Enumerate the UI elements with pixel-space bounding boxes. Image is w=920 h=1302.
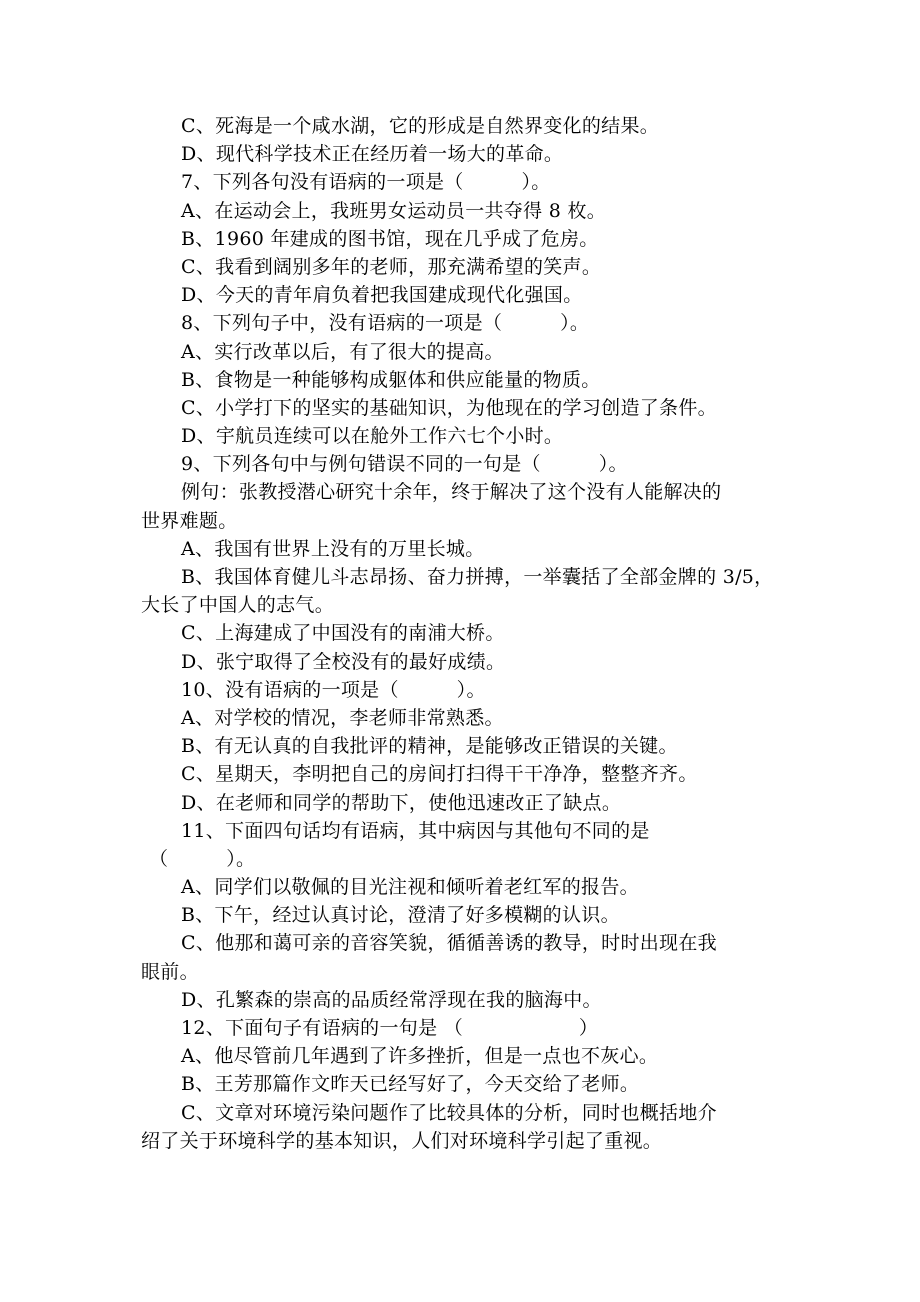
text-line: D、在老师和同学的帮助下，使他迅速改正了缺点。 [181, 791, 622, 814]
text-line: B、有无认真的自我批评的精神，是能够改正错误的关键。 [181, 735, 678, 758]
text-line: 8、下列句子中，没有语病的一项是（ ）。 [181, 312, 590, 335]
text-line: D、今天的青年肩负着把我国建成现代化强国。 [181, 284, 583, 307]
text-line: A、同学们以敬佩的目光注视和倾听着老红军的报告。 [181, 876, 639, 899]
text-line: 眼前。 [141, 960, 199, 983]
text-line: 10、没有语病的一项是（ ）。 [181, 678, 486, 701]
text-line: D、孔繁森的崇高的品质经常浮现在我的脑海中。 [181, 988, 602, 1011]
text-line: C、星期天，李明把自己的房间打扫得干干净净，整整齐齐。 [181, 763, 698, 786]
text-line: D、张宁取得了全校没有的最好成绩。 [181, 650, 506, 673]
text-line: C、他那和蔼可亲的音容笑貌，循循善诱的教导，时时出现在我 [181, 932, 717, 955]
text-line: B、1960 年建成的图书馆，现在几乎成了危房。 [181, 227, 599, 250]
text-line: D、现代科学技术正在经历着一场大的革命。 [181, 143, 564, 166]
text-line: （ ）。 [149, 847, 256, 870]
text-line: B、食物是一种能够构成躯体和供应能量的物质。 [181, 368, 601, 391]
text-line: 绍了关于环境科学的基本知识，人们对环境科学引起了重视。 [141, 1129, 663, 1152]
text-line: D、宇航员连续可以在舱外工作六七个小时。 [181, 425, 564, 448]
text-line: A、我国有世界上没有的万里长城。 [181, 537, 485, 560]
text-line: B、下午，经过认真讨论，澄清了好多模糊的认识。 [181, 904, 620, 927]
text-line: A、对学校的情况，李老师非常熟悉。 [181, 706, 504, 729]
text-line: 9、下列各句中与例句错误不同的一句是（ ）。 [181, 453, 628, 476]
text-line: C、文章对环境污染问题作了比较具体的分析，同时也概括地介 [181, 1101, 717, 1124]
text-line: 世界难题。 [141, 509, 238, 532]
text-line: 12、下面句子有语病的一句是 （ ） [181, 1017, 599, 1039]
text-line: 大长了中国人的志气。 [141, 594, 335, 617]
text-line: C、死海是一个咸水湖，它的形成是自然界变化的结果。 [181, 115, 660, 137]
text-line: B、我国体育健儿斗志昂扬、奋力拼搏，一举囊括了全部金牌的 3/5， [181, 566, 774, 588]
text-line: A、他尽管前几年遇到了许多挫折，但是一点也不灰心。 [181, 1045, 659, 1068]
text-line: C、小学打下的坚实的基础知识，为他现在的学习创造了条件。 [181, 396, 717, 419]
text-line: C、我看到阔别多年的老师，那充满希望的笑声。 [181, 255, 602, 278]
document-body [141, 112, 781, 1155]
text-line: 7、下列各句没有语病的一项是（ ）。 [181, 171, 551, 194]
text-line: 例句：张教授潜心研究十余年，终于解决了这个没有人能解决的 [181, 481, 722, 504]
text-line: A、在运动会上，我班男女运动员一共夺得 8 枚。 [181, 199, 607, 222]
text-line: C、上海建成了中国没有的南浦大桥。 [181, 622, 505, 645]
text-line: 11、下面四句话均有语病，其中病因与其他句不同的是 [181, 819, 650, 842]
text-line: A、实行改革以后，有了很大的提高。 [181, 340, 504, 363]
text-line: B、王芳那篇作文昨天已经写好了，今天交给了老师。 [181, 1073, 640, 1096]
